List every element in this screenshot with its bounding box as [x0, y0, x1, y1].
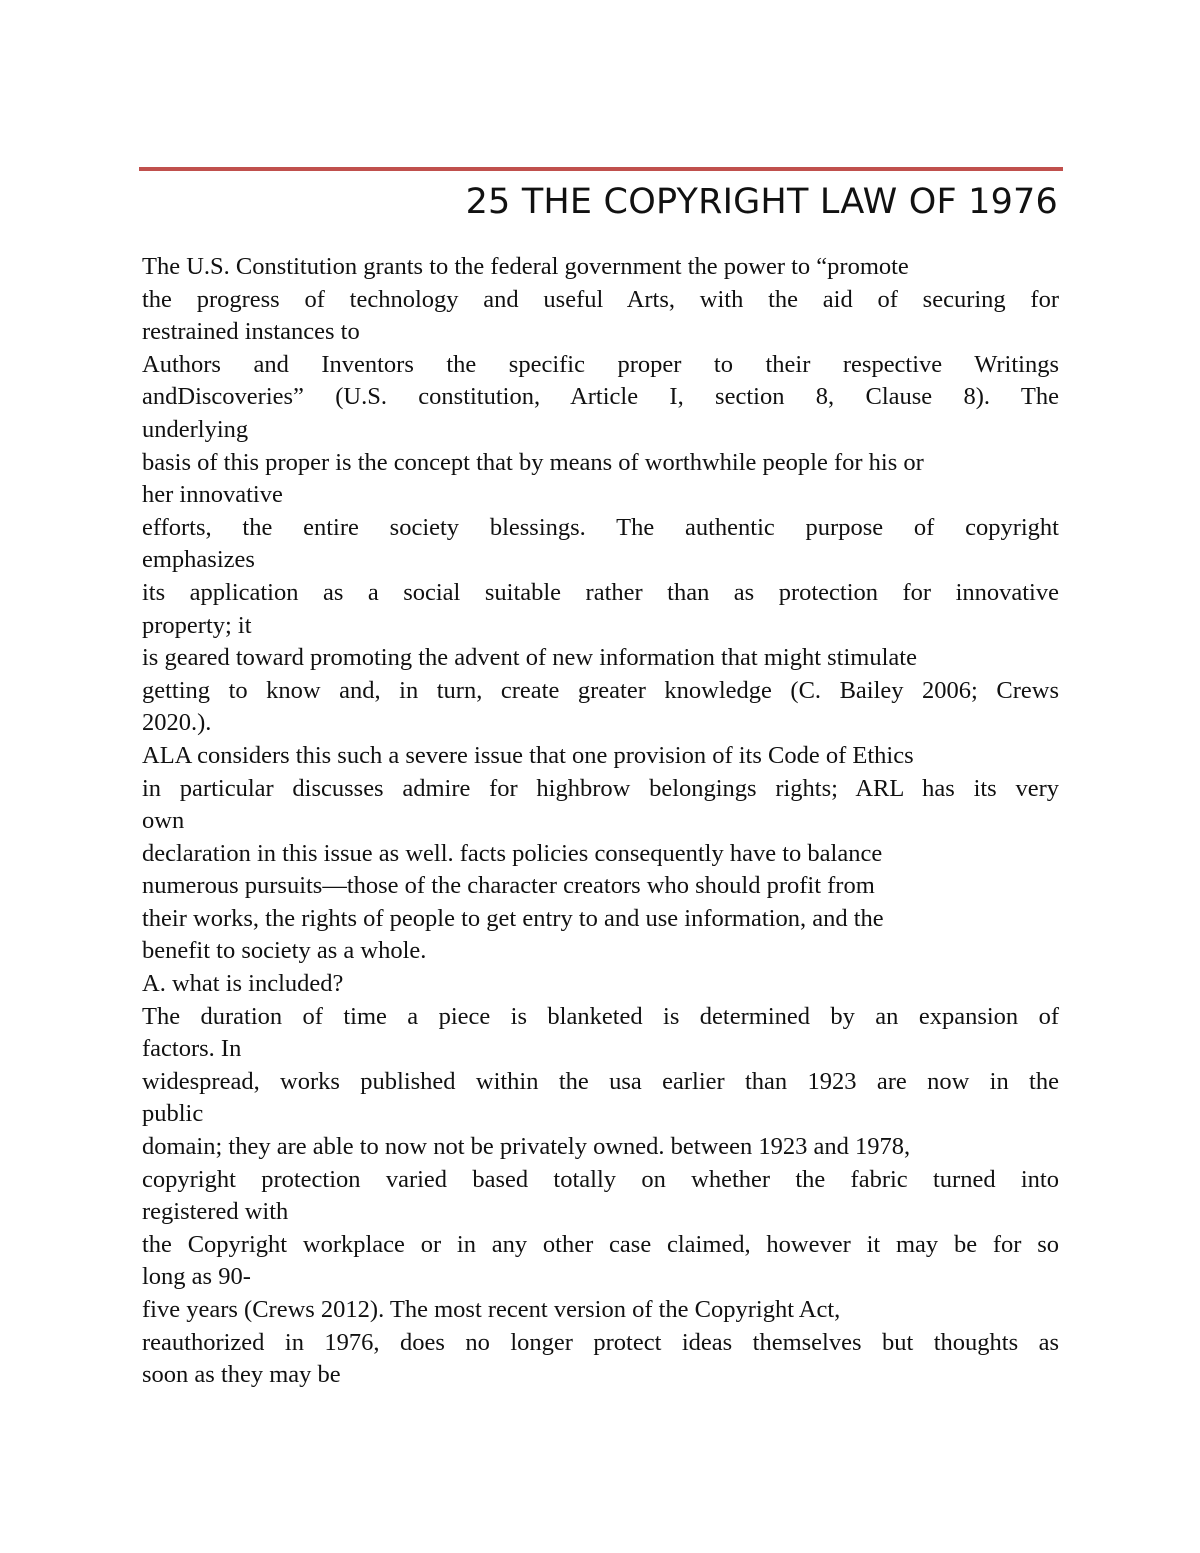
body-line: factors. In	[142, 1035, 242, 1063]
body-line: underlying	[142, 415, 249, 443]
body-line: property; it	[142, 611, 252, 639]
body-line: 2020.).	[142, 709, 212, 737]
body-line: basis of this proper is the concept that by means of worthwhile people for his or	[142, 448, 924, 476]
body-line: reauthorized in 1976, does no longer protect ideas themselves but thoughts as	[142, 1328, 1059, 1356]
body-line: public	[142, 1100, 204, 1128]
body-line: registered with	[142, 1198, 289, 1226]
body-line: numerous pursuits—those of the character creators who should profit from	[142, 872, 875, 900]
body-line: emphasizes	[142, 546, 255, 574]
page-title: 25 THE COPYRIGHT LAW OF 1976	[465, 182, 1058, 222]
body-line: widespread, works published within the usa earlier than 1923 are now in the	[142, 1067, 1059, 1095]
body-line: efforts, the entire society blessings. The authentic purpose of copyright	[142, 513, 1059, 541]
body-line: The U.S. Constitution grants to the federal government the power to “promote	[142, 253, 909, 280]
body-line: the Copyright workplace or in any other case claimed, however it may be for so	[142, 1230, 1059, 1258]
body-text	[142, 251, 1059, 1392]
body-line: restrained instances to	[142, 318, 360, 346]
body-line: in particular discusses admire for highbrow belongings rights; ARL has its very	[142, 774, 1059, 802]
body-line: copyright protection varied based totally on whether the fabric turned into	[142, 1165, 1059, 1193]
body-line: their works, the rights of people to get entry to and use information, and the	[142, 904, 884, 932]
body-line: ALA considers this such a severe issue that one provision of its Code of Ethics	[142, 741, 914, 769]
body-line: five years (Crews 2012). The most recent version of the Copyright Act,	[142, 1296, 841, 1323]
body-line: benefit to society as a whole.	[142, 937, 427, 965]
body-line: The duration of time a piece is blanketed is determined by an expansion of	[142, 1002, 1059, 1030]
body-line: the progress of technology and useful Arts, with the aid of securing for	[142, 285, 1059, 313]
body-line: getting to know and, in turn, create greater knowledge (C. Bailey 2006; Crews	[142, 676, 1059, 704]
body-line: Authors and Inventors the specific proper to their respective Writings	[142, 350, 1059, 378]
body-line: andDiscoveries” (U.S. constitution, Article I, section 8, Clause 8). The	[142, 383, 1059, 411]
body-line: long as 90-	[142, 1263, 251, 1291]
body-line: domain; they are able to now not be privately owned. between 1923 and 1978,	[142, 1133, 911, 1161]
header-rule	[139, 167, 1063, 171]
body-line: her innovative	[142, 481, 283, 509]
body-line: its application as a social suitable rather than as protection for innovative	[142, 578, 1059, 606]
body-line: is geared toward promoting the advent of new information that might stimulate	[142, 644, 917, 672]
body-line: declaration in this issue as well. facts policies consequently have to balance	[142, 839, 883, 867]
body-line: A. what is included?	[142, 970, 344, 998]
body-line: soon as they may be	[142, 1361, 341, 1389]
body-line: own	[142, 807, 185, 835]
